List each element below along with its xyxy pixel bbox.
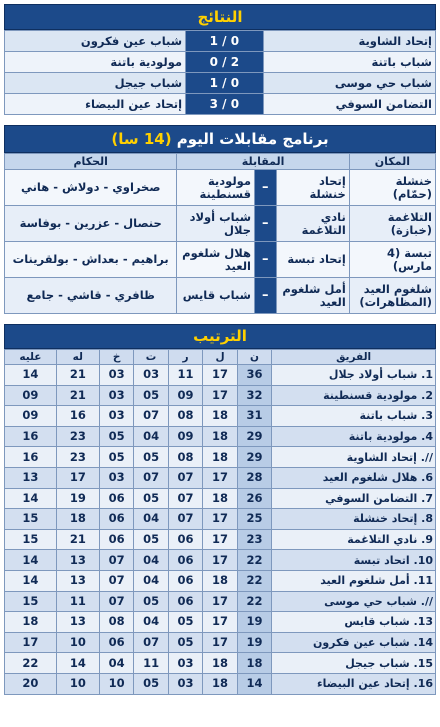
team-name: 8. إتحاد خنشلة: [272, 509, 436, 530]
stat-pts: 26: [237, 488, 271, 509]
venue-header: المكان: [349, 154, 435, 170]
stat-won: 06: [168, 570, 202, 591]
standings-title: الترتيب: [193, 327, 247, 345]
stat-against: 14: [5, 488, 57, 509]
team-name: //. إتحاد الشاوية: [272, 447, 436, 468]
table-row: [5, 385, 436, 406]
stat-against: 09: [5, 406, 57, 427]
stat-won: 07: [168, 488, 202, 509]
stat-pts: 19: [237, 612, 271, 633]
home-team: إتحاد خنشلة: [276, 170, 349, 206]
table-row: [5, 406, 436, 427]
stat-lost: 06: [99, 529, 133, 550]
stat-won: 08: [168, 406, 202, 427]
away-team: شباب جيجل: [5, 73, 186, 94]
program-header: [4, 125, 436, 153]
stat-lost: 07: [99, 591, 133, 612]
col-for: له: [56, 350, 99, 365]
program-table: [4, 153, 436, 314]
vs-dash: –: [255, 170, 277, 206]
home-team: إتحاد تبسة: [276, 242, 349, 278]
stat-won: 09: [168, 385, 202, 406]
home-team: التضامن السوفي: [263, 94, 435, 115]
stat-pts: 31: [237, 406, 271, 427]
stat-against: 17: [5, 632, 57, 653]
away-team: شباب عين فكرون: [5, 31, 186, 52]
stat-against: 13: [5, 467, 57, 488]
stat-lost: 06: [99, 632, 133, 653]
program-time: (14 سا): [111, 130, 172, 148]
stat-drawn: 04: [134, 550, 168, 571]
table-row: [5, 447, 436, 468]
stat-played: 17: [203, 591, 237, 612]
away-team: هلال شلغوم العيد: [177, 242, 255, 278]
score: 2 / 0: [186, 52, 264, 73]
stat-played: 17: [203, 550, 237, 571]
stat-pts: 19: [237, 632, 271, 653]
stat-played: 17: [203, 632, 237, 653]
stat-lost: 04: [99, 653, 133, 674]
stat-lost: 03: [99, 406, 133, 427]
stat-drawn: 05: [134, 529, 168, 550]
stat-for: 13: [56, 550, 99, 571]
stat-played: 17: [203, 529, 237, 550]
stat-played: 17: [203, 509, 237, 530]
stat-won: 03: [168, 673, 202, 694]
stat-played: 18: [203, 426, 237, 447]
vs-dash: –: [255, 278, 277, 314]
team-name: 15. شباب جيجل: [272, 653, 436, 674]
stat-drawn: 04: [134, 509, 168, 530]
stat-lost: 08: [99, 612, 133, 633]
stat-against: 15: [5, 509, 57, 530]
away-team: شباب قايس: [177, 278, 255, 314]
match-row: [5, 170, 436, 206]
stat-drawn: 04: [134, 570, 168, 591]
away-team: شباب أولاد جلال: [177, 206, 255, 242]
home-team: إتحاد الشاوية: [263, 31, 435, 52]
venue: شلغوم العيد (المظاهرات): [349, 278, 435, 314]
table-row: [5, 653, 436, 674]
team-name: 7. التضامن السوفي: [272, 488, 436, 509]
stat-for: 16: [56, 406, 99, 427]
stat-against: 15: [5, 591, 57, 612]
score: 0 / 1: [186, 31, 264, 52]
table-row: [5, 467, 436, 488]
match-row: [5, 206, 436, 242]
home-team: أمل شلغوم العيد: [276, 278, 349, 314]
stat-won: 06: [168, 550, 202, 571]
col-won: ر: [168, 350, 202, 365]
venue: التلاغمة (خبازة): [349, 206, 435, 242]
stat-for: 18: [56, 509, 99, 530]
stat-won: 06: [168, 591, 202, 612]
stat-against: 22: [5, 653, 57, 674]
col-lost: خ: [99, 350, 133, 365]
stat-drawn: 07: [134, 632, 168, 653]
stat-lost: 06: [99, 488, 133, 509]
standings-table: [4, 349, 436, 695]
team-name: 13. شباب قايس: [272, 612, 436, 633]
stat-pts: 14: [237, 673, 271, 694]
stat-lost: 03: [99, 365, 133, 386]
table-row: [5, 612, 436, 633]
stat-for: 10: [56, 673, 99, 694]
stat-played: 18: [203, 406, 237, 427]
team-name: 10. اتحاد تبسة: [272, 550, 436, 571]
stat-pts: 23: [237, 529, 271, 550]
stat-drawn: 07: [134, 467, 168, 488]
result-row: [5, 31, 436, 52]
stat-played: 18: [203, 653, 237, 674]
col-played: ل: [203, 350, 237, 365]
stat-for: 21: [56, 385, 99, 406]
stat-pts: 25: [237, 509, 271, 530]
result-row: [5, 52, 436, 73]
stat-pts: 22: [237, 550, 271, 571]
referees: براهيم - بعداش - بولقرينات: [5, 242, 177, 278]
stat-for: 13: [56, 570, 99, 591]
home-team: شباب حي موسى: [263, 73, 435, 94]
match-row: [5, 242, 436, 278]
team-name: 9. نادي التلاغمة: [272, 529, 436, 550]
stat-won: 09: [168, 426, 202, 447]
stat-for: 11: [56, 591, 99, 612]
stat-against: 15: [5, 529, 57, 550]
team-name: 16. إتحاد عين البيضاء: [272, 673, 436, 694]
team-name: 11. أمل شلغوم العيد: [272, 570, 436, 591]
program-title: برنامج مقابلات اليوم: [176, 130, 329, 148]
away-team: إتحاد عين البيضاء: [5, 94, 186, 115]
stat-lost: 03: [99, 467, 133, 488]
away-team: مولودية قسنطينة: [177, 170, 255, 206]
stat-played: 18: [203, 570, 237, 591]
stat-for: 21: [56, 529, 99, 550]
table-row: [5, 570, 436, 591]
team-name: //. شباب حي موسى: [272, 591, 436, 612]
stat-against: 18: [5, 612, 57, 633]
venue: تبسة (4 مارس): [349, 242, 435, 278]
stat-won: 06: [168, 529, 202, 550]
team-name: 1. شباب أولاد جلال: [272, 365, 436, 386]
stat-lost: 07: [99, 570, 133, 591]
stat-against: 16: [5, 447, 57, 468]
stat-drawn: 04: [134, 612, 168, 633]
stat-played: 17: [203, 365, 237, 386]
stat-won: 08: [168, 447, 202, 468]
table-row: [5, 529, 436, 550]
stat-drawn: 11: [134, 653, 168, 674]
venue: خنشلة (حمّام): [349, 170, 435, 206]
stat-pts: 28: [237, 467, 271, 488]
stat-won: 05: [168, 632, 202, 653]
stat-won: 05: [168, 612, 202, 633]
stat-won: 03: [168, 653, 202, 674]
stat-drawn: 05: [134, 488, 168, 509]
vs-dash: –: [255, 206, 277, 242]
team-name: 6. هلال شلغوم العيد: [272, 467, 436, 488]
stat-for: 21: [56, 365, 99, 386]
stat-lost: 05: [99, 447, 133, 468]
stat-played: 18: [203, 447, 237, 468]
team-name: 4. مولودية باتنة: [272, 426, 436, 447]
result-row: [5, 73, 436, 94]
stat-drawn: 05: [134, 447, 168, 468]
sports-page: [4, 4, 436, 695]
table-row: [5, 509, 436, 530]
table-row: [5, 426, 436, 447]
match-row: [5, 278, 436, 314]
stat-pts: 22: [237, 591, 271, 612]
stat-against: 14: [5, 550, 57, 571]
home-team: نادي التلاغمة: [276, 206, 349, 242]
match-header: المقابلة: [177, 154, 349, 170]
table-row: [5, 365, 436, 386]
team-name: 14. شباب عين فكرون: [272, 632, 436, 653]
stat-drawn: 05: [134, 673, 168, 694]
stat-lost: 07: [99, 550, 133, 571]
stat-lost: 10: [99, 673, 133, 694]
result-row: [5, 94, 436, 115]
stat-for: 13: [56, 612, 99, 633]
score: 0 / 1: [186, 73, 264, 94]
table-row: [5, 591, 436, 612]
stat-lost: 03: [99, 385, 133, 406]
stat-for: 14: [56, 653, 99, 674]
referees: حنصال - عزرين - بوفاسة: [5, 206, 177, 242]
col-against: عليه: [5, 350, 57, 365]
stat-drawn: 04: [134, 426, 168, 447]
stat-for: 23: [56, 447, 99, 468]
results-table: [4, 30, 436, 115]
score: 0 / 3: [186, 94, 264, 115]
stat-pts: 36: [237, 365, 271, 386]
home-team: شباب باتنة: [263, 52, 435, 73]
stat-lost: 05: [99, 426, 133, 447]
referees: ظافري - قاشي - جامع: [5, 278, 177, 314]
stat-against: 20: [5, 673, 57, 694]
stat-drawn: 05: [134, 385, 168, 406]
standings-header: [4, 324, 436, 349]
stat-for: 23: [56, 426, 99, 447]
table-row: [5, 673, 436, 694]
stat-lost: 06: [99, 509, 133, 530]
table-row: [5, 488, 436, 509]
stat-pts: 22: [237, 570, 271, 591]
stat-for: 17: [56, 467, 99, 488]
table-row: [5, 632, 436, 653]
stat-for: 19: [56, 488, 99, 509]
stat-against: 14: [5, 365, 57, 386]
stat-drawn: 07: [134, 406, 168, 427]
stat-drawn: 05: [134, 591, 168, 612]
col-drawn: ت: [134, 350, 168, 365]
stat-won: 07: [168, 509, 202, 530]
stat-played: 17: [203, 385, 237, 406]
stat-played: 17: [203, 467, 237, 488]
col-team: الفريق: [272, 350, 436, 365]
referees-header: الحكام: [5, 154, 177, 170]
vs-dash: –: [255, 242, 277, 278]
results-title: النتائج: [197, 8, 243, 26]
team-name: 2. مولودية قسنطينة: [272, 385, 436, 406]
stat-pts: 29: [237, 447, 271, 468]
stat-for: 10: [56, 632, 99, 653]
away-team: مولودية باتنة: [5, 52, 186, 73]
results-header: [4, 4, 436, 30]
stat-drawn: 03: [134, 365, 168, 386]
referees: صخراوي - دولاش - هاني: [5, 170, 177, 206]
stat-played: 17: [203, 612, 237, 633]
team-name: 3. شباب باتنة: [272, 406, 436, 427]
stat-won: 11: [168, 365, 202, 386]
stat-against: 14: [5, 570, 57, 591]
stat-pts: 32: [237, 385, 271, 406]
stat-played: 18: [203, 673, 237, 694]
table-row: [5, 550, 436, 571]
stat-pts: 29: [237, 426, 271, 447]
stat-against: 09: [5, 385, 57, 406]
stat-against: 16: [5, 426, 57, 447]
stat-pts: 18: [237, 653, 271, 674]
stat-won: 07: [168, 467, 202, 488]
col-pts: ن: [237, 350, 271, 365]
stat-played: 18: [203, 488, 237, 509]
